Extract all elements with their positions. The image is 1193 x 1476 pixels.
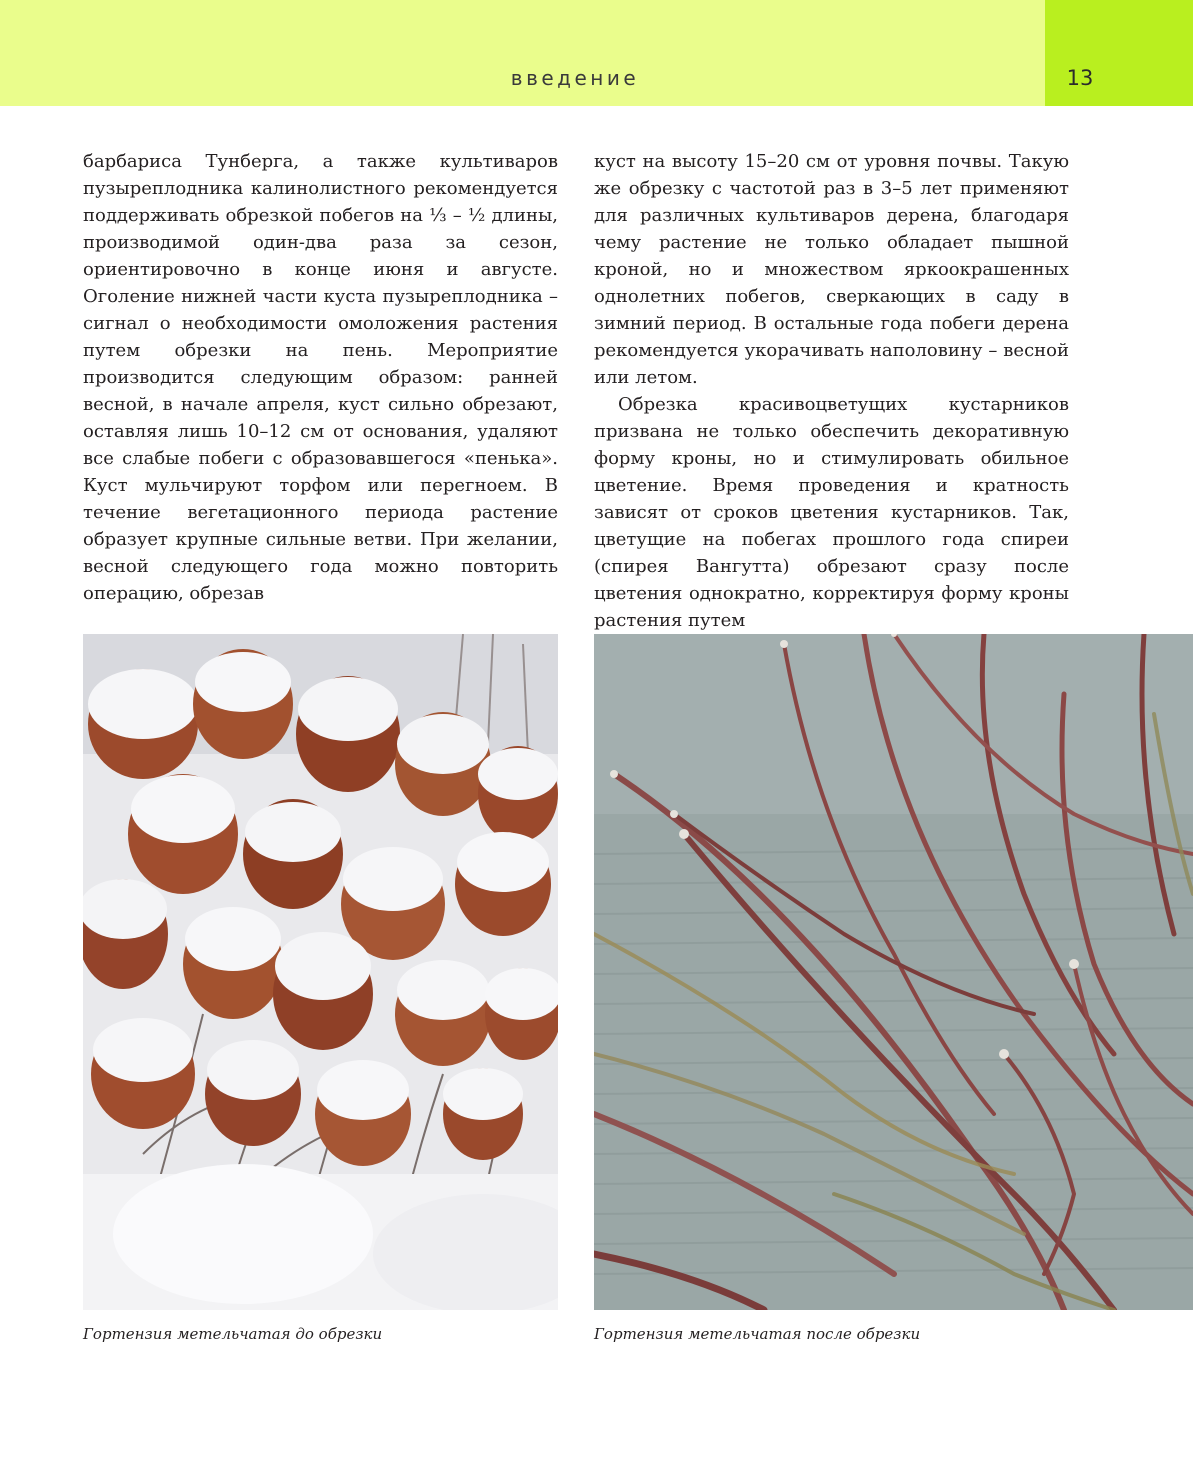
section-title: введение xyxy=(510,66,640,90)
body-paragraph: куст на высоту 15–20 см от уровня почвы. Такую же обрезку с частотой раз в 3–5 лет применяют для различных культиваров дерена, благодаря чему растение не только обладает пышной кроной, но и множеством яркоокрашенных однолетних побегов, сверкающих в саду в зимний период. В остальные года побеги дерена рекомендуется укорачивать наполовину – весной или летом. xyxy=(594,151,1069,388)
body-paragraph: Обрезка красивоцветущих кустарников призвана не только обеспечить декоративную форму кроны, но и стимулировать обильное цветение. Время проведения и кратность зависят от сроков цветения кустарников. Так, цветущие на побегах прошлого года спиреи (спирея Вангутта) обрезают сразу после цветения однократно, корректируя форму кроны растения путем xyxy=(594,394,1069,631)
figure-caption-left: Гортензия метельчатая до обрезки xyxy=(83,1325,383,1343)
figure-caption-right: Гортензия метельчатая после обрезки xyxy=(594,1325,921,1343)
body-paragraph: барбариса Тунберга, а также культиваров пузыреплодника калинолистного рекомендуется поддерживать обрезкой побегов на ⅓ – ½ длины, производимой один-два раза за сезон, ориентировочно в конце июня и августе. Оголение нижней части куста пузыреплодника – сигнал о необходимости омоложения растения путем обрезки на пень. Мероприятие производится следующим образом: ранней весной, в начале апреля, куст сильно обрезают, оставляя лишь 10–12 см от основания, удаляют все слабые побеги с образовавшегося «пенька». Куст мульчируют торфом или перегноем. В течение вегетационного периода растение образует крупные сильные ветви. При желании, весной следующего года можно повторить операцию, обрезав xyxy=(83,151,558,604)
page-number: 13 xyxy=(1066,66,1094,90)
hydrangea-before-pruning-photo xyxy=(83,634,558,1310)
right-text-column xyxy=(594,148,1069,634)
page-number-tab xyxy=(1045,0,1193,106)
hydrangea-after-pruning-photo xyxy=(594,634,1193,1310)
left-text-column xyxy=(83,148,558,607)
header-band xyxy=(0,0,1045,106)
